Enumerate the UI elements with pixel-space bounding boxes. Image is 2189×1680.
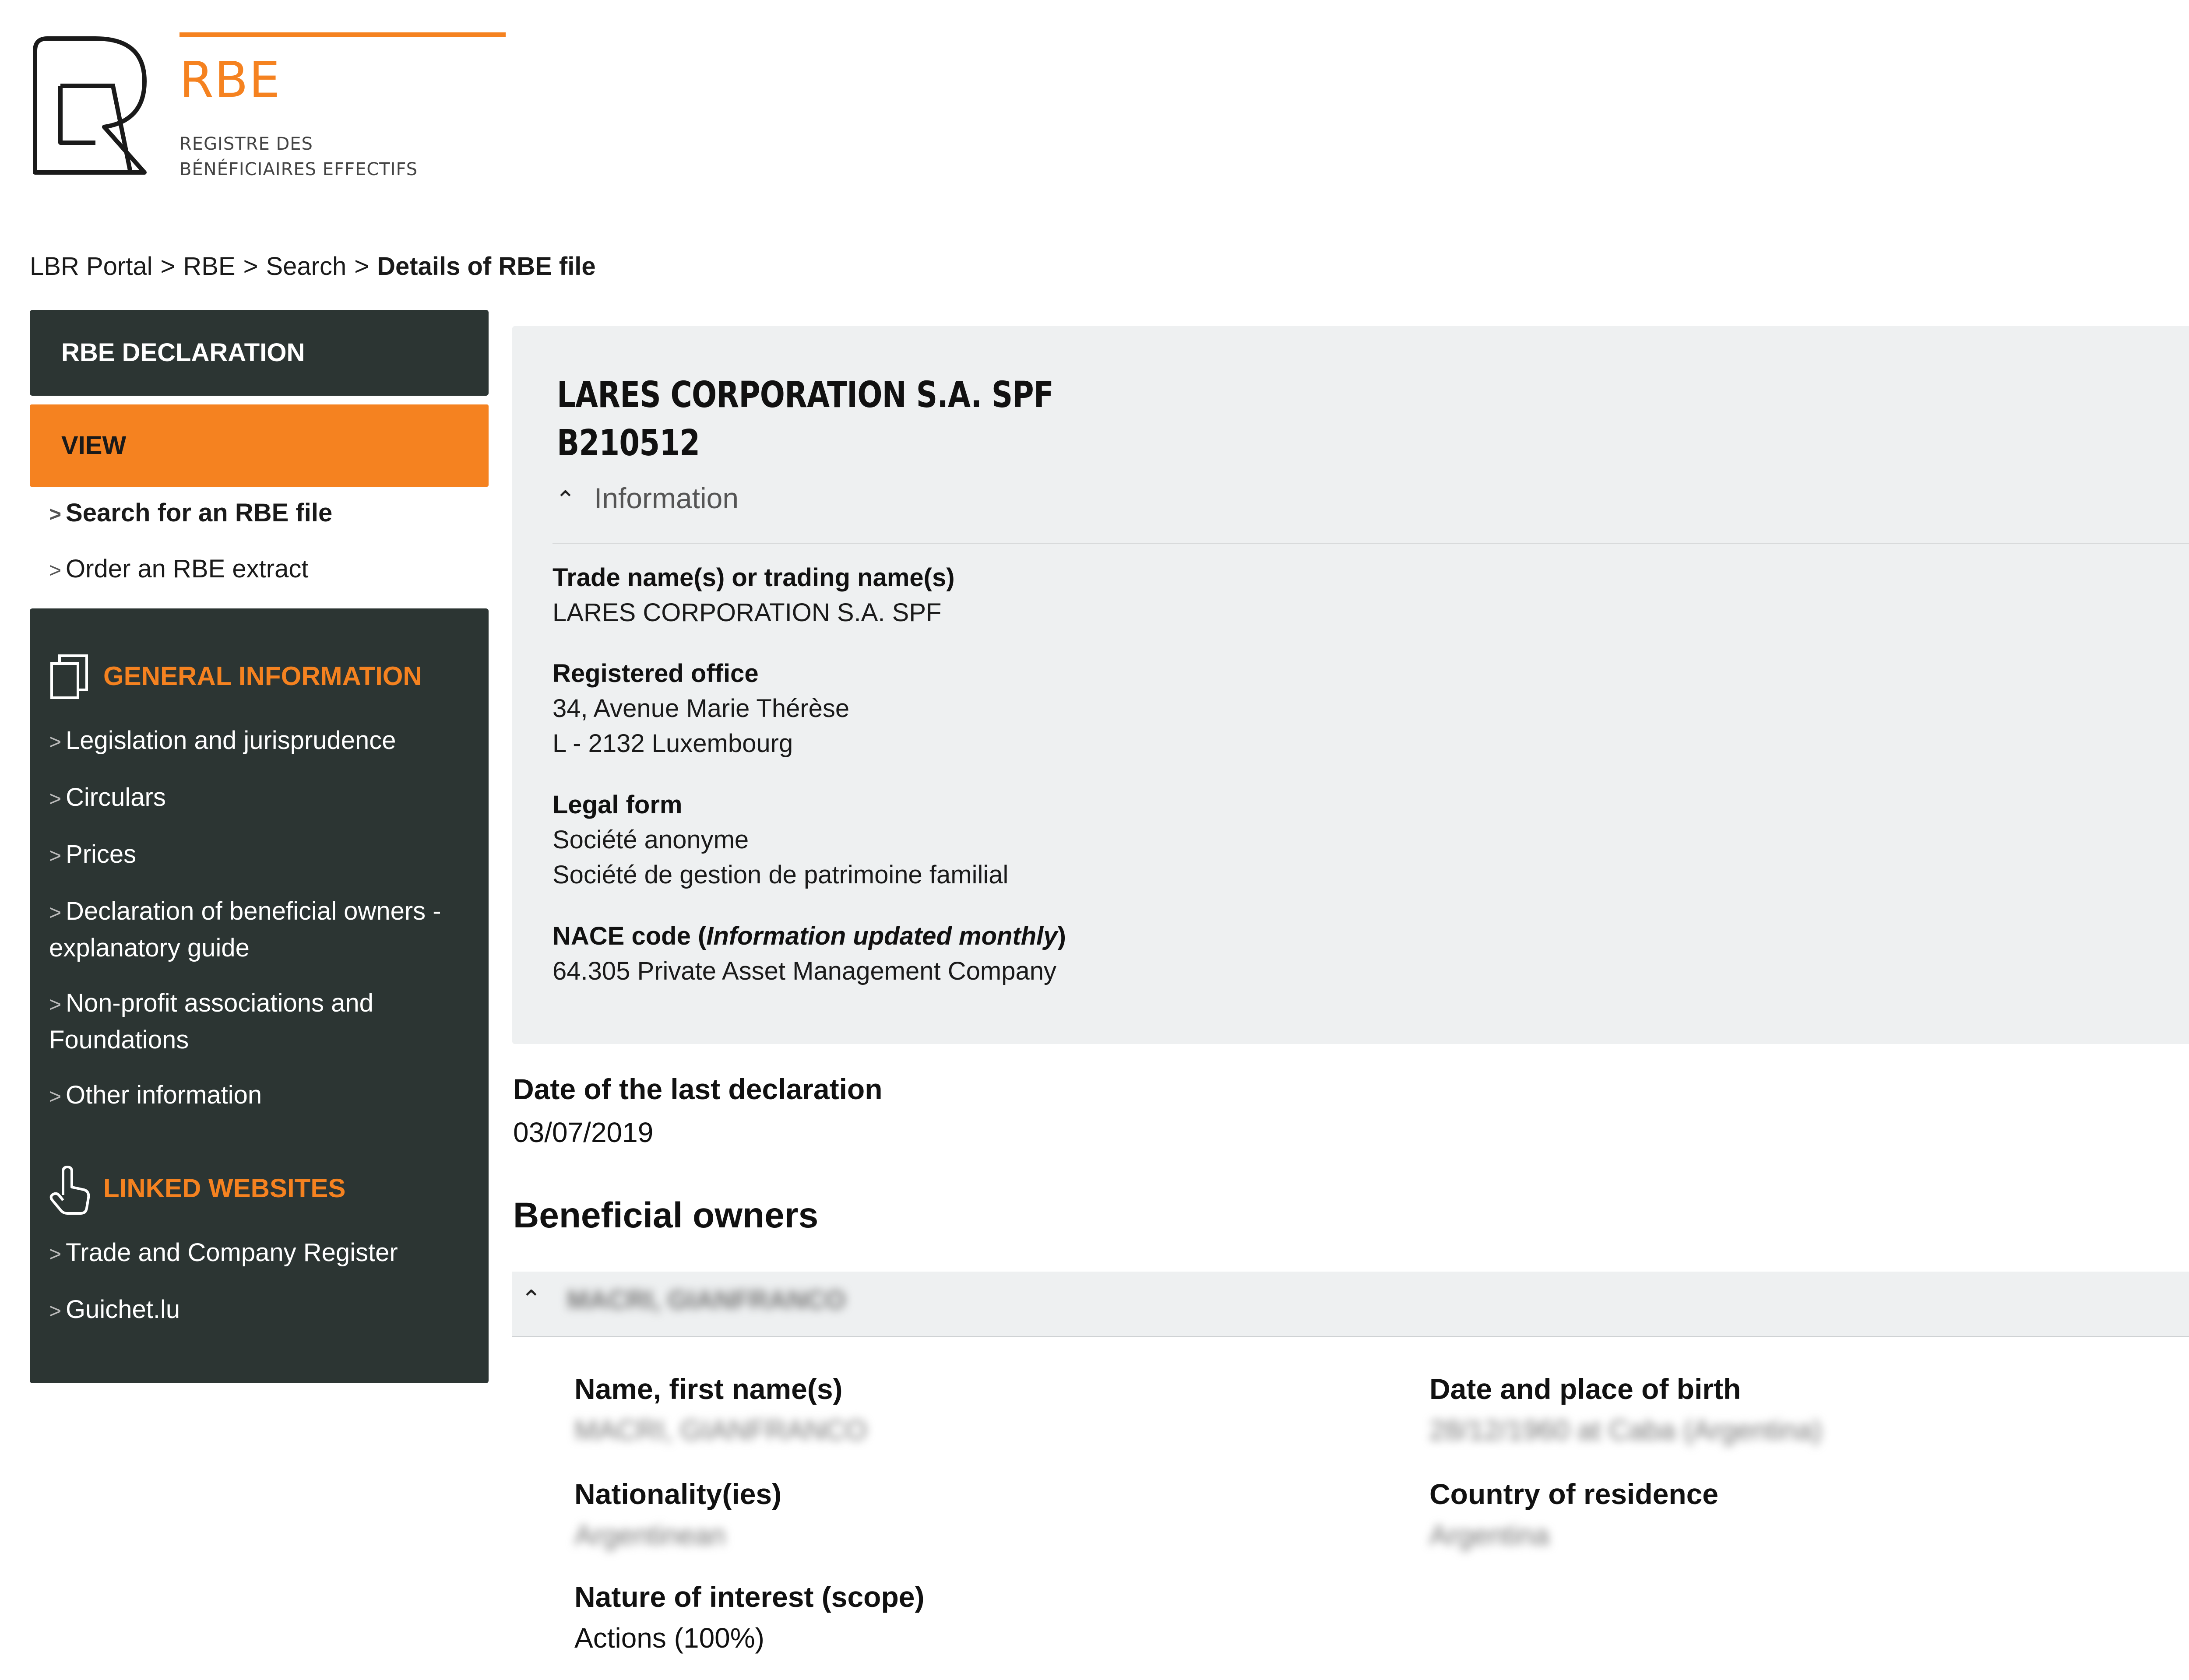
linked-websites-heading: LINKED WEBSITES bbox=[103, 1174, 346, 1203]
sidebar-link-label: Search for an RBE file bbox=[66, 499, 333, 527]
sidebar-link-label: Non-profit associations and Foundations bbox=[49, 989, 373, 1054]
chevron-right-icon: > bbox=[49, 731, 62, 754]
general-information-heading: GENERAL INFORMATION bbox=[103, 661, 422, 691]
divider bbox=[512, 1336, 2189, 1337]
owner-interest-label: Nature of interest (scope) bbox=[574, 1581, 925, 1613]
sidebar-link-search-rbe[interactable] bbox=[49, 498, 332, 527]
logo-subtitle bbox=[179, 131, 418, 182]
chevron-right-icon: > bbox=[49, 901, 62, 924]
owner-interest-value: Actions (100%) bbox=[574, 1622, 764, 1654]
legal-form-line1: Société anonyme bbox=[553, 826, 749, 854]
nace-label-text: NACE code ( bbox=[553, 922, 707, 950]
last-declaration-value: 03/07/2019 bbox=[513, 1117, 654, 1148]
breadcrumb-item-rbe[interactable]: RBE bbox=[183, 252, 236, 281]
chevron-up-icon: ⌃ bbox=[555, 486, 576, 513]
chevron-right-icon: > bbox=[49, 993, 62, 1016]
legal-form-line2: Société de gestion de patrimoine familial bbox=[553, 861, 1009, 889]
registered-office-line2: L - 2132 Luxembourg bbox=[553, 729, 793, 758]
logo-title: RBE bbox=[179, 52, 281, 109]
divider bbox=[553, 543, 2189, 544]
breadcrumb-separator: > bbox=[160, 252, 176, 281]
chevron-right-icon: > bbox=[49, 1085, 62, 1108]
sidebar-link-legislation[interactable] bbox=[49, 723, 482, 760]
logo-subtitle-line2: BÉNÉFICIAIRES EFFECTIFS bbox=[179, 159, 418, 179]
sidebar-link-label: Guichet.lu bbox=[66, 1295, 180, 1324]
sidebar-link-label: Circulars bbox=[66, 783, 166, 812]
nace-label-note: Information updated monthly bbox=[706, 922, 1058, 950]
logo-subtitle-line1: REGISTRE DES bbox=[179, 134, 313, 154]
beneficial-owners-heading: Beneficial owners bbox=[513, 1195, 819, 1235]
chevron-right-icon: > bbox=[49, 503, 62, 526]
trade-name-label: Trade name(s) or trading name(s) bbox=[553, 563, 955, 592]
owner-birth-value: 28/12/1960 at Caba (Argentina) bbox=[1429, 1414, 1822, 1446]
chevron-right-icon: > bbox=[49, 559, 62, 582]
sidebar-link-other-info[interactable] bbox=[49, 1078, 482, 1114]
information-toggle-label: Information bbox=[594, 482, 739, 514]
nace-label-close: ) bbox=[1057, 922, 1066, 950]
information-toggle[interactable] bbox=[555, 482, 739, 515]
chevron-right-icon: > bbox=[49, 787, 62, 811]
owner-nationality-value: Argentinean bbox=[574, 1519, 726, 1551]
sidebar-link-circulars[interactable] bbox=[49, 780, 482, 817]
sidebar-view-item[interactable]: VIEW bbox=[30, 404, 489, 487]
breadcrumb-item-portal[interactable]: LBR Portal bbox=[30, 252, 153, 281]
breadcrumb-separator: > bbox=[243, 252, 258, 281]
nace-code-label bbox=[553, 921, 1066, 951]
rbe-logo-icon[interactable] bbox=[30, 33, 152, 178]
breadcrumb-current: Details of RBE file bbox=[377, 252, 596, 281]
breadcrumb-separator: > bbox=[354, 252, 370, 281]
owner-name-value: MACRI, GIANFRANCO bbox=[574, 1414, 867, 1446]
chevron-right-icon: > bbox=[49, 1300, 62, 1323]
nace-code-value: 64.305 Private Asset Management Company bbox=[553, 957, 1056, 985]
pointer-hand-icon bbox=[46, 1164, 95, 1217]
sidebar-link-nonprofit[interactable] bbox=[49, 986, 482, 1058]
breadcrumb bbox=[30, 252, 596, 281]
sidebar-link-prices[interactable] bbox=[49, 837, 482, 874]
sidebar-link-order-extract[interactable] bbox=[49, 554, 308, 583]
chevron-up-icon[interactable]: ⌃ bbox=[521, 1285, 542, 1313]
chevron-right-icon: > bbox=[49, 1243, 62, 1266]
owner-residence-value: Argentina bbox=[1429, 1519, 1549, 1551]
logo-accent-line bbox=[179, 32, 506, 37]
chevron-right-icon: > bbox=[49, 844, 62, 868]
sidebar-link-label: Order an RBE extract bbox=[66, 555, 309, 583]
sidebar-link-label: Legislation and jurisprudence bbox=[66, 726, 396, 755]
beneficial-owner-name-header: MACRI, GIANFRANCO bbox=[567, 1285, 846, 1314]
trade-name-value: LARES CORPORATION S.A. SPF bbox=[553, 598, 942, 627]
sidebar-link-label: Trade and Company Register bbox=[66, 1238, 398, 1267]
owner-nationality-label: Nationality(ies) bbox=[574, 1478, 782, 1510]
owner-residence-label: Country of residence bbox=[1429, 1478, 1719, 1510]
owner-birth-label: Date and place of birth bbox=[1429, 1373, 1741, 1405]
legal-form-label: Legal form bbox=[553, 791, 683, 819]
owner-name-label: Name, first name(s) bbox=[574, 1373, 843, 1405]
sidebar-link-label: Declaration of beneficial owners - explanatory guide bbox=[49, 897, 441, 962]
documents-icon bbox=[48, 652, 90, 700]
company-name: LARES CORPORATION S.A. SPF bbox=[557, 374, 1054, 416]
breadcrumb-item-search[interactable]: Search bbox=[266, 252, 347, 281]
sidebar-link-guichet[interactable] bbox=[49, 1292, 482, 1329]
sidebar-link-trade-register[interactable] bbox=[49, 1235, 482, 1272]
company-rcs-number: B210512 bbox=[557, 422, 700, 464]
sidebar-link-label: Prices bbox=[66, 840, 137, 868]
sidebar-link-declaration-guide[interactable] bbox=[49, 894, 482, 966]
sidebar-declaration-title[interactable]: RBE DECLARATION bbox=[30, 310, 489, 396]
registered-office-label: Registered office bbox=[553, 659, 759, 688]
last-declaration-label: Date of the last declaration bbox=[513, 1073, 883, 1105]
registered-office-line1: 34, Avenue Marie Thérèse bbox=[553, 694, 850, 723]
sidebar-link-label: Other information bbox=[66, 1081, 262, 1109]
